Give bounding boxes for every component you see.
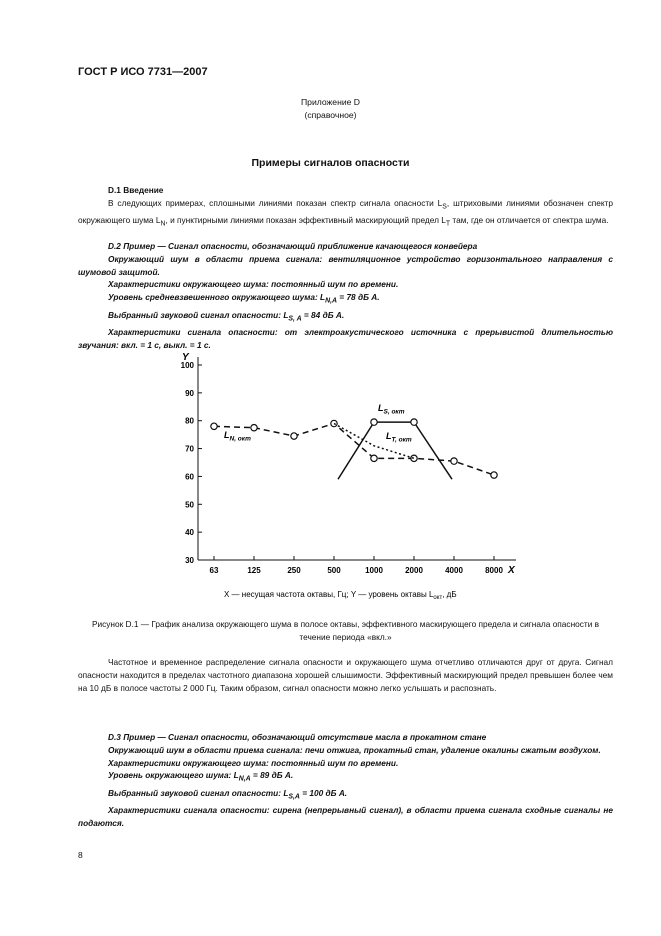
series-label: $L_{N, окт}$ [224,430,251,443]
series-line [338,422,452,479]
x-tick-label: 125 [247,566,261,575]
annex-title: Приложение D [301,97,360,107]
d2-signal-char: Характеристики сигнала опасности: от электроакустического источника с прерывистой длительностью звучания: вкл. = 1 с, выкл. = 1 с. [78,327,613,350]
d2-noise-level: Уровень средневзвешенного окружающего шума: $L_{N,A} = 78$ дБ А. [108,292,380,305]
y-tick-label: 100 [180,361,194,370]
x-tick-label: 500 [327,566,341,575]
x-tick-label: 2000 [405,566,423,575]
x-tick-label: 1000 [365,566,383,575]
series-label: $L_{S, окт}$ [378,403,405,416]
data-point [491,472,497,478]
d2-signal-level: Выбранный звуковой сигнал опасности: $L_{S, A} = 84$ дБ А. [108,309,345,323]
y-tick-label: 40 [185,528,194,538]
d1-heading: D.1 Введение [108,185,164,195]
y-tick-label: 90 [185,388,194,398]
y-tick-label: 50 [185,500,194,510]
data-point [411,419,417,425]
page-number: 8 [78,850,83,860]
data-point [371,419,377,425]
x-tick-label: 250 [287,566,301,575]
y-tick-label: 80 [185,416,194,426]
y-tick-label: 60 [185,472,194,482]
chart-legend-note: X — несущая частота октавы, Гц; Y — уровень октавы $L_{окт}$, дБ [224,590,457,601]
chart-series [211,403,497,479]
section-d3 [78,731,613,830]
y-tick-label: 30 [185,556,194,565]
d3-noise-level: Уровень окружающего шума: $L_{N,A} = 89$ дБ А. [108,770,294,784]
data-point [291,433,297,439]
annex-heading [0,96,661,122]
d3-noise-area: Окружающий шум в области приема сигнала: печи отжига, прокатный стан, удаление окалины сжатым воздухом. [108,744,601,755]
standard-header: ГОСТ Р ИСО 7731—2007 [78,66,208,78]
octave-chart [150,345,530,617]
d1-text: В следующих примерах, сплошными линиями показан спектр сигнала опасности $L_S$, штриховыми линиями обозначен спектр окружающего шума $L_N$, и пунктирными линиями показан эффективный маскирующий предел $L_T$ там, где он отличается от спектра шума. [78,197,613,228]
data-point [251,424,257,430]
section-d2 [78,240,613,352]
y-axis-label: Y [182,352,189,363]
d2-noise-area: Окружающий шум в области приема сигнала: вентиляционное устройство горизонтального направления с шумовой защитой. [78,253,613,277]
data-point [371,455,377,461]
x-axis-label: X [508,565,515,576]
annex-subtitle: (справочное) [304,110,357,120]
section-d1 [78,184,613,232]
series-line [214,424,494,476]
y-tick-label: 70 [185,444,194,454]
data-point [451,458,457,464]
d3-heading: D.3 Пример — Сигнал опасности, обозначающий отсутствие масла в прокатном стане [108,732,487,742]
analysis-paragraph: Частотное и временное распределение сигнала опасности и окружающего шума отчетливо отличаются друг от друга. Сигнал опасности находится в пределах частотного диапазона хорошей слышимости. Эффективный маскирующий предел превышен более чем на 10 дБ в полосе частоты 2 000 Гц. Таким образом, сигнал опасности можно легко услышать и распознать. [78,657,613,693]
d3-signal-level: Выбранный звуковой сигнал опасности: $L_{S,A} = 100$ дБ А. [108,787,348,801]
d3-signal-char: Характеристики сигнала опасности: сирена (непрерывный сигнал), в области приема сигнала сходные сигналы не подаются. [78,805,613,829]
x-tick-label: 8000 [485,566,503,575]
x-tick-label: 4000 [445,566,463,575]
series-label: $L_{T, окт}$ [386,431,412,444]
d2-noise-char: Характеристики окружающего шума: постоянный шум по времени. [108,279,399,290]
x-tick-label: 63 [209,566,219,575]
d3-noise-char: Характеристики окружающего шума: постоянный шум по времени. [108,757,399,768]
d2-heading: D.2 Пример — Сигнал опасности, обозначающий приближение качающегося конвейера [108,241,478,251]
section-title: Примеры сигналов опасности [251,157,410,169]
data-point [211,423,217,429]
figure-caption: Рисунок D.1 — График анализа окружающего шума в полосе октавы, эффективного маскирующего предела и сигнала опасности в течение периода «вкл.» [91,619,600,642]
